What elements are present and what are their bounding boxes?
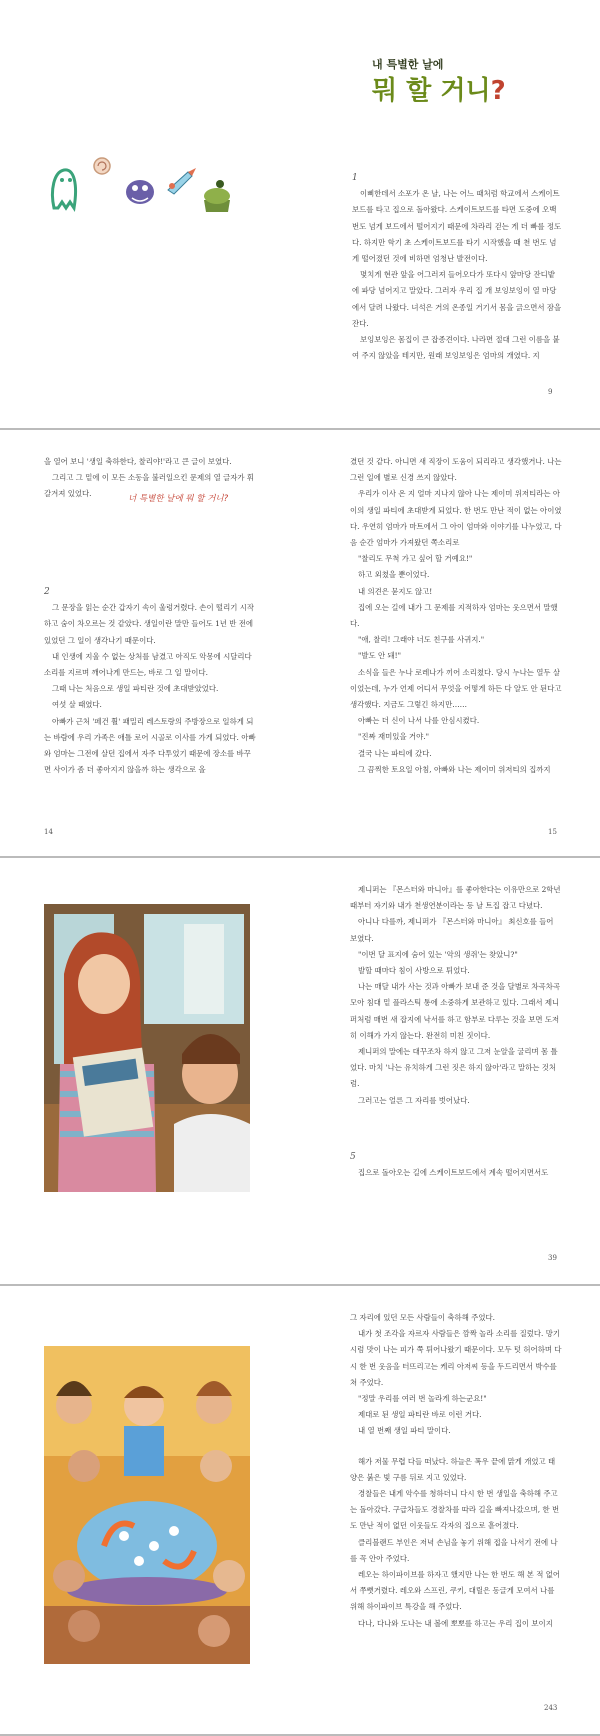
paragraph: 그때 나는 처음으로 생일 파티란 것에 초대받았었다. — [52, 684, 219, 694]
paragraph: "애, 찰리! 그래야 너도 친구를 사귀지." — [358, 635, 485, 645]
paragraph: 다나, 다나와 도나는 내 볼에 뽀뽀를 하고는 우리 집이 보이지 — [358, 1618, 553, 1628]
page-243-text — [350, 1310, 562, 1632]
paragraph: 내 의견은 묻지도 않고! — [358, 586, 433, 596]
paragraph: 내 인생에 지울 수 없는 상처를 남겼고 아직도 악몽에 시달리다 소리를 지르며 깨어나게 만드는, 바로 그 일 말이다. — [44, 651, 252, 678]
section-number: 2 — [44, 587, 50, 597]
section-number: 1 — [352, 173, 358, 183]
paragraph: 경찰들은 내게 악수를 청하더니 다시 한 번 생일을 축하해 주고는 돌아갔다. 구급차들도 경찰차를 따라 길을 빠져나갔으며, 한 번도 만난 적이 없던 이웃들도 각자의 집으로 흩어졌다. — [350, 1489, 560, 1531]
page-39-text — [350, 882, 562, 1181]
paragraph: 몇치게 현관 앞을 어그러져 들어오다가 또다시 앞마당 잔디밭에 파당 넘어지고 말았다. 그러자 우리 집 개 보잉보잉이 열 마당에서 달려 나왔다. 녀석은 거의 온종일 거기서 몸을 긁으면서 잠을 잔다. — [352, 270, 562, 328]
paragraph: 하고 외쳤을 뿐이었다. — [358, 570, 430, 580]
paragraph: "찰리도 무척 가고 싶어 할 거예요!" — [358, 554, 473, 564]
cake-doodle-icon — [204, 180, 230, 212]
ghost-doodle-icon — [52, 170, 75, 208]
chapter-title — [372, 52, 572, 112]
paragraph: 발할 때마다 침이 사방으로 튀었다. — [358, 966, 470, 976]
paragraph: 집에 오는 길에 내가 그 문제를 지적하자 엄마는 웃으면서 말했다. — [350, 602, 558, 629]
paragraph: 아빠는 더 신이 나서 나를 안심시켰다. — [358, 716, 480, 726]
paragraph: 결국 나는 파티에 갔다. — [358, 748, 432, 758]
page-number-left: 14 — [44, 828, 53, 836]
illustration-kids-magazine — [44, 904, 250, 1192]
rocket-doodle-icon — [168, 168, 196, 194]
paragraph: 그 끔찍한 토요일 아침, 아빠와 나는 제이미 위저티의 집까지 — [358, 764, 551, 774]
question-mark: ? — [490, 76, 506, 106]
paragraph: 아빠가 근처 '페건 휠' 패밀리 레스토랑의 주방장으로 일하게 되는 바람에 우리 가족은 애틀 로어 시골로 이사를 가게 되었다. 아빠와 엄마는 그전에 살던 집에서 자주 다투었기 때문에 장소를 바꾸면 사이가 좀 더 좋아지지 않을까 하는 생각으로 올 — [44, 716, 256, 775]
chapter-title-big — [372, 70, 506, 107]
page-number: 243 — [544, 1704, 558, 1712]
paragraph: 나는 매달 내가 사는 것과 아빠가 보내 준 것을 달별로 차곡차곡 모아 침대 밑 플라스틱 통에 소중하게 보관하고 있다. 그래서 제니퍼처럼 매번 새 잡지에 낙서를 하고 함부로 다루는 것을 보면 도저히 이해가 가지 않는다. 완전히 미친 짓이다. — [350, 982, 560, 1040]
paragraph: 이삐한데서 소포가 온 날, 나는 어느 때처럼 학교에서 스케이트보드를 타고 집으로 돌아왔다. 스케이트보드를 타면 도중에 오백 번도 넘게 보드에서 떨어지기 때문에 차라리 걷는 게 더 빠를 정도다. 하지만 학기 초 스케이트보드를 타기 시작했을 때 천 번도 넘게 떨어졌던 것에 비하면 엄청난 발전이다. — [352, 189, 562, 264]
monster-doodle-icon — [126, 180, 154, 204]
paragraph: 여섯 살 때였다. — [52, 700, 102, 710]
doodle-illustrations — [40, 150, 240, 220]
paragraph: 우리가 이사 온 지 얼마 지나지 않아 나는 제이미 위저티라는 아이의 생일 파티에 초대받게 되었다. 한 번도 만난 적이 없는 아이였다. 우연히 엄마가 마트에서 그 아이 엄마와 이야기를 나누었고, 다음 순간 엄마가 가져왔던 쪽소리로 — [350, 489, 562, 548]
book-spread-14-15 — [0, 430, 600, 858]
paragraph: 내가 첫 조각을 자르자 사람들은 깜짝 놀라 소리를 질렀다. 망기 시럼 맛이 나는 피가 쭉 튀어나왔기 때문이다. 모두 텃 허어하며 다시 한 번 웃음을 터뜨리고는 케리 아저씨 등을 두드리면서 박수를 쳐 주었다. — [350, 1329, 562, 1387]
page-number: 39 — [548, 1254, 557, 1262]
book-page-9 — [0, 0, 600, 430]
page-15-text — [350, 454, 562, 778]
page-14-text-bottom — [44, 580, 256, 778]
page-number-right: 15 — [548, 828, 557, 836]
page-9-text — [352, 166, 562, 364]
page-number: 9 — [548, 388, 553, 396]
paragraph: "진짜 재미있을 거야." — [358, 732, 429, 742]
paragraph: "이번 달 표지에 숨어 있는 '악의 생쥐'는 찾았니?" — [358, 949, 518, 959]
paragraph: 그 문장을 읽는 순간 갑자기 속이 울렁거렸다. 손이 떨리기 시작하고 숨이 차오르는 것 같았다. 생일이란 말만 들어도 1년 반 전에 있었던 그 일이 생각나기 때문이다. — [44, 603, 254, 645]
paragraph: 아니나 다를까, 제니퍼가 『몬스터와 마니아』 최신호를 들어 보였다. — [350, 917, 554, 943]
paragraph: 제니퍼의 말에는 대꾸조차 하지 않고 그저 눈알을 굴리며 몸 틀었다. 마치 '나는 유치하게 그런 짓은 하지 않아'라고 말하는 것처럼. — [350, 1047, 558, 1089]
swirl-doodle-icon — [94, 158, 110, 174]
paragraph: 레오는 하이파이브를 하자고 했지만 나는 한 번도 해 본 적 없어서 쭈뼛거렸다. 레오와 스프린, 쿠키, 대릴은 동글게 모여서 나를 위해 하이파이브 특강을 해 주었다. — [350, 1570, 560, 1612]
chapter-title-small: 내 특별한 날에 — [372, 58, 444, 71]
paragraph: "발도 안 돼!" — [358, 651, 402, 661]
paragraph: 내 열 번째 생일 파티 말이다. — [358, 1426, 451, 1436]
paragraph: 소식을 들은 누나 로레나가 끼어 소리쳤다. 당시 누나는 열두 살이었는데, 누가 언제 어디서 무엇을 어떻게 하든 다 알도 안 된다고 생각했다. 지금도 그렇긴 하지만…… — [350, 667, 562, 710]
paragraph: 그 자리에 있던 모든 사람들이 축하해 주었다. — [350, 1313, 495, 1322]
paragraph: 겼던 것 같다. 아니면 새 직장이 도움이 되리라고 생각했거나. 나는 그런 일에 별로 신경 쓰지 않았다. — [350, 457, 562, 483]
illustration-birthday-party — [44, 1346, 250, 1664]
paragraph: 제니퍼는 『몬스터와 마니아』를 좋아한다는 이유만으로 2학년 때부터 자기와 내가 천생연분이라는 등 날 트집 잡고 다녔다. — [350, 885, 561, 911]
section-number: 5 — [350, 1151, 356, 1162]
paragraph: 보잉보잉은 몸집이 큰 잡종견이다. 나라면 절대 그런 이름을 붙여 주지 않았을 테지만, 원래 보잉보잉은 엄마의 개였다. 지 — [352, 335, 560, 361]
paragraph: 클리블랜드 부인은 저녁 손님을 놓기 위해 접을 나서기 전에 나를 꼭 안아 주었다. — [350, 1537, 558, 1563]
handwritten-note: 너 특별한 날에 뭐 할 거니? — [128, 494, 229, 504]
paragraph: 해가 저물 무렵 다들 떠났다. 하늘은 폭우 끝에 맑게 개었고 태양은 붉은 빛 구름 뒤로 지고 있었다. — [350, 1456, 556, 1482]
paragraph: 집으로 돌아오는 길에 스케이트보드에서 계속 떨어지면서도 — [358, 1168, 549, 1178]
paragraph: 그러고는 얼른 그 자리를 벗어났다. — [358, 1095, 470, 1105]
chapter-title-main: 뭐 할 거니 — [372, 76, 491, 106]
paragraph: 을 열어 보니 '생일 축하한다, 찰리야!'라고 큰 글이 보였다. — [44, 457, 232, 466]
book-spread-242-243 — [0, 1286, 600, 1736]
paragraph: 그리고 그 밑에 이 모든 소동을 불러일으킨 문제의 열 글자가 휘갈겨져 있었다. — [44, 473, 254, 499]
paragraph: "정말 우리를 여러 번 놀라게 하는군요!" — [358, 1394, 487, 1404]
paragraph: 제대로 된 생일 파티란 바로 이런 거다. — [358, 1410, 482, 1420]
book-spread-38-39 — [0, 858, 600, 1286]
